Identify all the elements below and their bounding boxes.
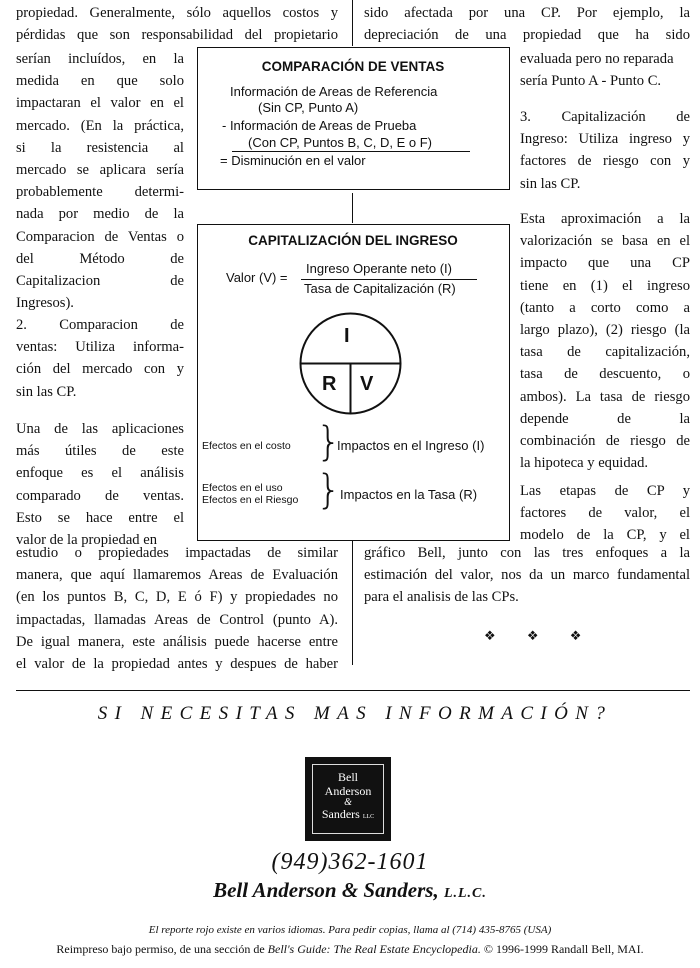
logo-text: Sanders [321, 807, 360, 821]
text-line: depreciación de una propiedad que ha sido [364, 27, 690, 44]
text-line: probablemente determi- [16, 184, 184, 201]
company-suffix: L.L.C. [443, 886, 487, 901]
left-column-narrow-1 [16, 48, 184, 314]
text-line: gráfico Bell, junto con las tres enfoques a la [364, 545, 690, 561]
text-line: tasa de descuento, o [520, 366, 690, 383]
text-line: ventas: Utiliza informa- [16, 339, 184, 356]
text-line: 3. Capitalización de [520, 109, 690, 125]
text-line: Esto se hace entre el [16, 509, 184, 526]
text-line: factores de riesgo con y [520, 153, 690, 170]
text-line: evaluada pero no reparada [520, 51, 674, 67]
text-line: pérdidas que son responsabilidad del propietario [16, 27, 338, 44]
brace-icon: } [316, 419, 342, 465]
income-impacts-label: Impactos en el Ingreso (I) [337, 438, 485, 453]
text-line: la hipoteca y equidad. [520, 455, 649, 472]
text-line: para el analisis de las CPs. [364, 589, 519, 606]
test-points-line: (Con CP, Puntos B, C, D, E o F) [248, 135, 432, 150]
text-line: modelo de la CP, y el [520, 527, 690, 544]
irv-circle-diagram [298, 311, 403, 416]
right-column-narrow-3 [520, 208, 690, 474]
text-line: sin las CP. [520, 175, 581, 192]
circle-rate-letter: R [322, 373, 337, 395]
text-line: combinación de riesgo de [520, 432, 690, 449]
text-line: impacto que una CP [520, 255, 690, 272]
right-column-top [364, 2, 690, 46]
right-column-bottom [364, 542, 690, 609]
text-line: tiene en (1) el ingreso [520, 277, 690, 294]
text-line: sido afectada por una CP. Por ejemplo, la [364, 5, 690, 21]
circle-value-letter: V [360, 373, 374, 395]
text-line: Comparacion de Ventas o [16, 228, 184, 245]
left-column-narrow-2 [16, 314, 184, 403]
text-line: Las etapas de CP y [520, 483, 690, 499]
logo-text: & [344, 797, 352, 808]
languages-note: El reporte rojo existe en varios idiomas. Para pedir copias, llama al (714) 435-8765 (USA) [148, 924, 552, 936]
circle-income-letter: I [344, 325, 350, 347]
text-line: Esta aproximación a la [520, 211, 690, 227]
fraction-bar [301, 279, 477, 280]
text-line: si la resistencia al [16, 139, 184, 156]
text-line: Una de las aplicaciones [16, 421, 184, 437]
text-line: De igual manera, este análisis puede hacerse entre [16, 633, 338, 650]
text-line: impactaran el valor en el [16, 95, 184, 112]
formula-denominator: Tasa de Capitalización (R) [304, 281, 456, 296]
box-title: CAPITALIZACIÓN DEL INGRESO [248, 233, 458, 248]
text-line: mercado. (En la práctica, [16, 117, 184, 134]
text-line: valorización se basa en el [520, 233, 690, 250]
text-line: más útiles de este [16, 443, 184, 460]
text-line: enfoque es el análisis [16, 465, 184, 482]
formula-left: Valor (V) = [226, 270, 288, 285]
box-title: COMPARACIÓN DE VENTAS [261, 59, 445, 74]
column-divider-bottom [352, 541, 353, 665]
text-line: ambos). La tasa de riesgo [520, 388, 690, 405]
text-line: comparado de ventas. [16, 487, 184, 504]
income-capitalization-box [197, 224, 510, 541]
left-column-top [16, 2, 338, 46]
left-column-bottom [16, 542, 338, 675]
text-line: sin las CP. [16, 383, 77, 400]
sales-comparison-box [197, 47, 510, 190]
text-line: del Método de [16, 250, 184, 267]
right-column-narrow-1 [520, 48, 690, 92]
text-line: estudio o propiedades impactadas de similar [16, 545, 338, 561]
text-line: nada por medio de la [16, 206, 184, 223]
text-line: impactadas, llamadas Areas de Control (punto A). [16, 611, 338, 628]
text-line: factores de valor, el [520, 505, 690, 522]
company-logo [305, 757, 391, 841]
value-decrease-line: = Disminución en el valor [220, 153, 366, 168]
phone-number: (949)362-1601 [271, 849, 429, 875]
logo-text: LLC [362, 814, 375, 820]
left-column-narrow-3 [16, 418, 184, 551]
text-line: mercado se aplicara sería [16, 161, 184, 178]
cost-effects-label: Efectos en el costo [202, 440, 291, 452]
reprint-source-title: Bell's Guide: The Real Estate Encyclopedia. [267, 942, 481, 956]
text-line: tasa de capitalización, [520, 344, 690, 361]
text-line: estimación del valor, nos da un marco fundamental [364, 567, 690, 584]
reference-point-line: (Sin CP, Punto A) [258, 100, 359, 115]
logo-text: Anderson [324, 783, 372, 798]
text-line: ción del mercado con y [16, 361, 184, 378]
use-effects-label: Efectos en el uso [202, 482, 283, 494]
text-line: Ingreso: Utiliza ingreso y [520, 131, 690, 148]
reprint-copyright: © 1996-1999 Randall Bell, MAI. [480, 942, 644, 956]
brace-icon: } [316, 467, 342, 513]
text-line: el valor de la propiedad antes y despues de haber [16, 655, 338, 672]
text-line: largo plazo), (2) riesgo (la [520, 321, 690, 338]
text-line: (tanto a corto como a [520, 299, 690, 316]
column-divider-mid [352, 193, 353, 223]
text-line: medida en que solo [16, 73, 184, 90]
right-column-narrow-4 [520, 480, 690, 547]
text-line: depende de la [520, 410, 690, 427]
reprint-note-text: Reimpreso bajo permiso, de una sección de [56, 942, 268, 956]
reprint-note [0, 942, 700, 957]
text-line: valor de la propiedad en [16, 531, 158, 548]
logo-text: Bell [338, 770, 358, 784]
formula-numerator: Ingreso Operante neto (I) [306, 261, 452, 276]
text-line: manera, que aquí llamaremos Areas de Evaluación [16, 567, 338, 584]
column-divider-top [352, 0, 353, 46]
test-areas-line: - Información de Areas de Prueba [222, 118, 417, 133]
reference-areas-line: Información de Areas de Referencia [230, 84, 438, 99]
footer-divider [16, 690, 690, 691]
company-name-text: Bell Anderson & Sanders, [213, 878, 439, 902]
text-line: serían incluídos, en la [16, 51, 184, 67]
ornament: ❖ ❖ ❖ [484, 628, 596, 643]
text-line: sería Punto A - Punto C. [520, 73, 662, 90]
subtraction-rule [232, 151, 470, 152]
more-info-banner: SI NECESITAS MAS INFORMACIÓN? [97, 703, 613, 724]
text-line: Capitalizacion de [16, 272, 184, 289]
text-line: propiedad. Generalmente, sólo aquellos costos y [16, 5, 338, 21]
text-line: Ingresos). [16, 295, 74, 312]
company-name [0, 878, 700, 903]
rate-impacts-label: Impactos en la Tasa (R) [340, 487, 478, 502]
right-column-narrow-2 [520, 106, 690, 195]
text-line: (en los puntos B, C, D, E ó F) y propiedades no [16, 589, 338, 606]
risk-effects-label: Efectos en el Riesgo [202, 494, 299, 506]
text-line: 2. Comparacion de [16, 317, 184, 333]
